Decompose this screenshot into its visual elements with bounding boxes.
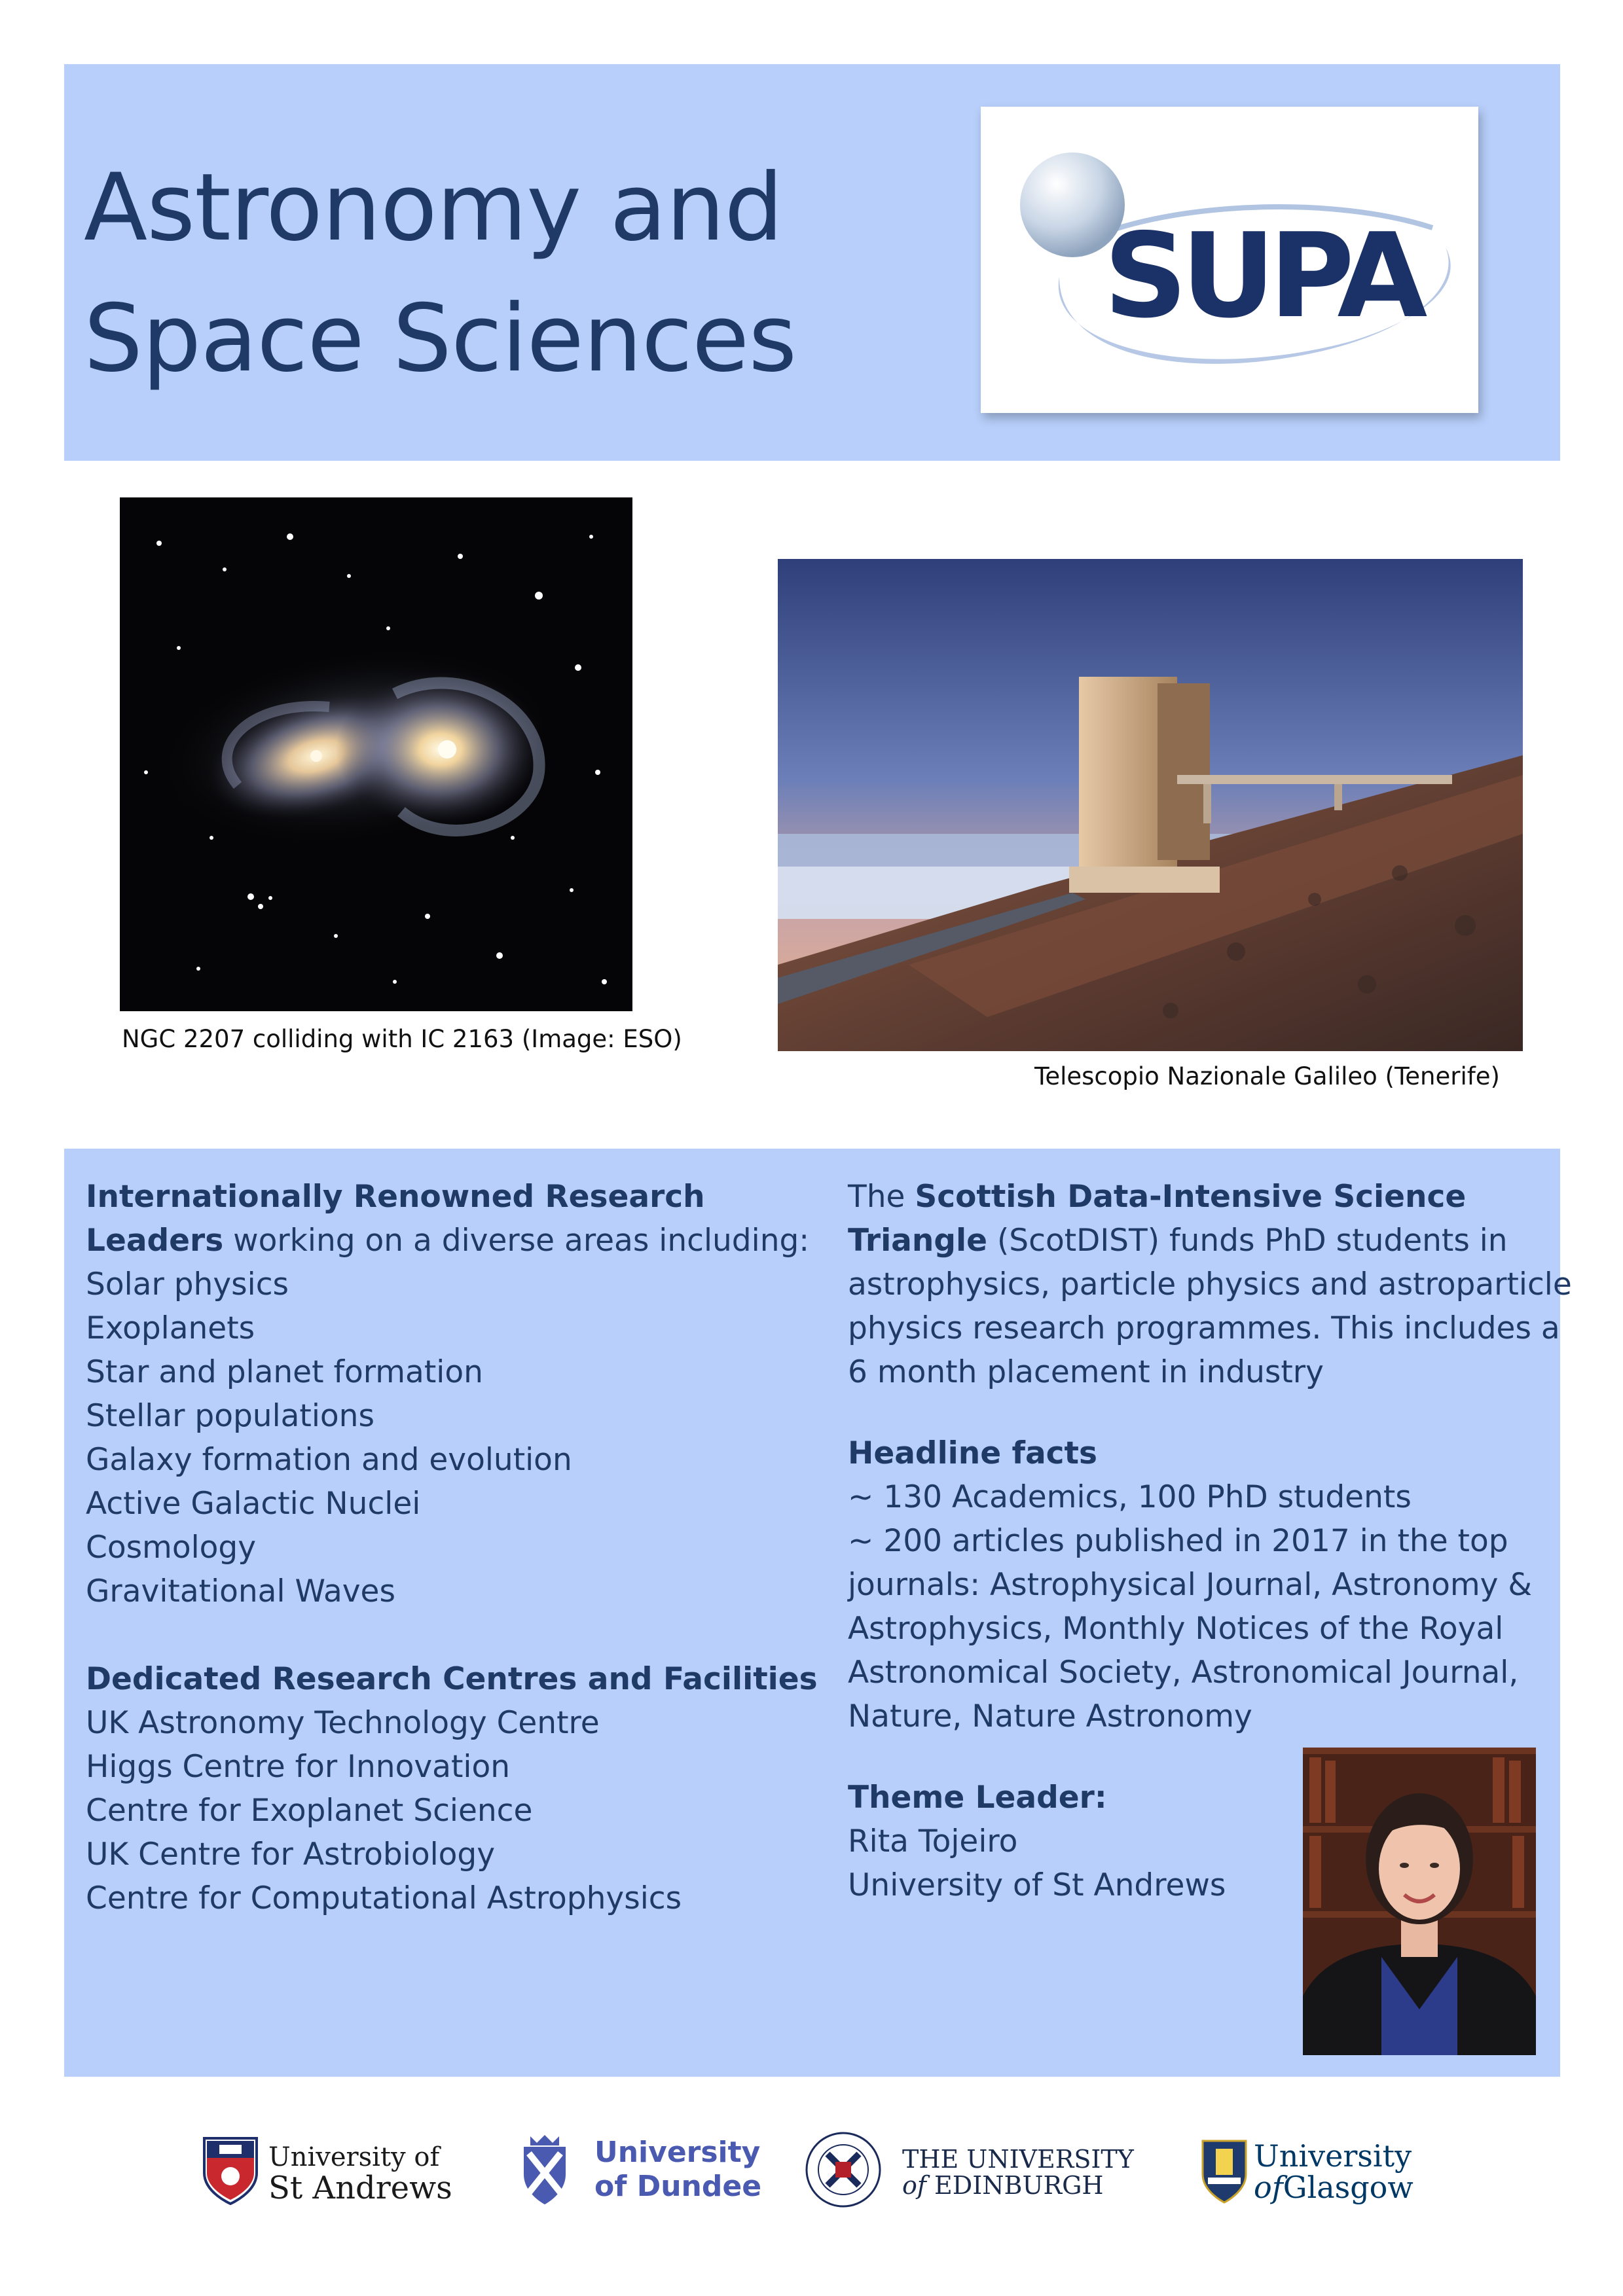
centre-item: UK Astronomy Technology Centre bbox=[86, 1705, 600, 1741]
galaxy-caption: NGC 2207 colliding with IC 2163 (Image: ESO) bbox=[122, 1025, 682, 1053]
supa-logo bbox=[981, 107, 1478, 413]
centre-item: Higgs Centre for Innovation bbox=[86, 1749, 510, 1785]
glasgow-crest-icon bbox=[1201, 2138, 1247, 2204]
header-panel bbox=[64, 64, 1560, 461]
facts-line: Astrophysics, Monthly Notices of the Royal bbox=[848, 1611, 1504, 1647]
edinburgh-name: EDINBURGH bbox=[934, 2171, 1104, 2200]
scotdist-the: The bbox=[848, 1179, 915, 1215]
research-area: Cosmology bbox=[86, 1530, 257, 1566]
telescope-caption: Telescopio Nazionale Galileo (Tenerife) bbox=[1034, 1062, 1500, 1090]
edinburgh-logo bbox=[804, 2130, 1144, 2222]
dundee-logo bbox=[517, 2130, 766, 2222]
scotdist-text-line: 6 month placement in industry bbox=[848, 1354, 1324, 1390]
title-line-2: Space Sciences bbox=[84, 285, 797, 393]
glasgow-name: Glasgow bbox=[1283, 2170, 1413, 2205]
research-area: Star and planet formation bbox=[86, 1354, 483, 1390]
edinburgh-seal-icon bbox=[804, 2130, 883, 2209]
research-area: Active Galactic Nuclei bbox=[86, 1486, 421, 1522]
supa-logo-text: SUPA bbox=[1103, 208, 1421, 344]
page-title bbox=[84, 143, 796, 404]
centre-item: Centre for Exoplanet Science bbox=[86, 1793, 533, 1829]
glasgow-name-line2 bbox=[1254, 2170, 1413, 2205]
scotdist-text-line: astrophysics, particle physics and astroparticle bbox=[848, 1266, 1572, 1302]
scotdist-text: (ScotDIST) funds PhD students in bbox=[987, 1223, 1508, 1259]
leader-affiliation: University of St Andrews bbox=[848, 1867, 1226, 1903]
scotdist-text-line: physics research programmes. This includes a bbox=[848, 1310, 1560, 1346]
centres-heading: Dedicated Research Centres and Facilities bbox=[86, 1661, 818, 1697]
leader-name: Rita Tojeiro bbox=[848, 1823, 1018, 1859]
title-line-1: Astronomy and bbox=[84, 154, 783, 262]
edinburgh-name-line1: THE UNIVERSITY bbox=[902, 2145, 1134, 2174]
facts-line: journals: Astrophysical Journal, Astronomy & bbox=[848, 1567, 1533, 1603]
research-area: Gravitational Waves bbox=[86, 1573, 395, 1609]
facts-line: ~ 200 articles published in 2017 in the top bbox=[848, 1523, 1508, 1559]
facts-line: ~ 130 Academics, 100 PhD students bbox=[848, 1479, 1412, 1515]
research-area: Stellar populations bbox=[86, 1398, 374, 1434]
centre-item: UK Centre for Astrobiology bbox=[86, 1837, 496, 1873]
intro-text: working on a diverse areas including: bbox=[223, 1223, 810, 1259]
scotdist-heading-part1: Scottish Data-Intensive Science bbox=[915, 1179, 1467, 1215]
intro-heading-leaders: Leaders bbox=[86, 1223, 224, 1259]
leader-portrait bbox=[1303, 1748, 1536, 2055]
left-column bbox=[86, 1175, 839, 1920]
dundee-name-line2: of Dundee bbox=[594, 2170, 762, 2203]
research-area: Solar physics bbox=[86, 1266, 289, 1302]
facts-line: Astronomical Society, Astronomical Journal, bbox=[848, 1655, 1519, 1691]
dundee-crest-icon bbox=[517, 2134, 572, 2207]
glasgow-name-line1: University bbox=[1254, 2138, 1412, 2174]
glasgow-logo bbox=[1201, 2130, 1417, 2222]
scotdist-heading-part2: Triangle bbox=[848, 1223, 987, 1259]
st-andrews-name-line1: University of bbox=[268, 2142, 440, 2172]
st-andrews-name-line2: St Andrews bbox=[268, 2170, 452, 2206]
centre-item: Centre for Computational Astrophysics bbox=[86, 1880, 682, 1916]
glasgow-of: of bbox=[1254, 2170, 1283, 2205]
scotdist-line2 bbox=[848, 1219, 1542, 1263]
galaxy-image bbox=[120, 497, 632, 1011]
intro-heading-line1: Internationally Renowned Research bbox=[86, 1179, 705, 1215]
university-logos bbox=[0, 2130, 1623, 2222]
st-andrews-logo bbox=[203, 2130, 452, 2222]
scotdist-line1 bbox=[848, 1175, 1542, 1219]
facts-line: Nature, Nature Astronomy bbox=[848, 1698, 1252, 1734]
research-area: Exoplanets bbox=[86, 1310, 255, 1346]
edinburgh-name-line2 bbox=[902, 2171, 1104, 2200]
research-area: Galaxy formation and evolution bbox=[86, 1442, 572, 1478]
leader-heading: Theme Leader: bbox=[848, 1780, 1107, 1816]
telescope-image bbox=[778, 559, 1523, 1051]
intro-line2 bbox=[86, 1219, 839, 1263]
dundee-name-line1: University bbox=[594, 2136, 761, 2169]
st-andrews-crest-icon bbox=[203, 2137, 258, 2205]
edinburgh-of: of bbox=[902, 2171, 926, 2200]
facts-heading: Headline facts bbox=[848, 1435, 1097, 1471]
